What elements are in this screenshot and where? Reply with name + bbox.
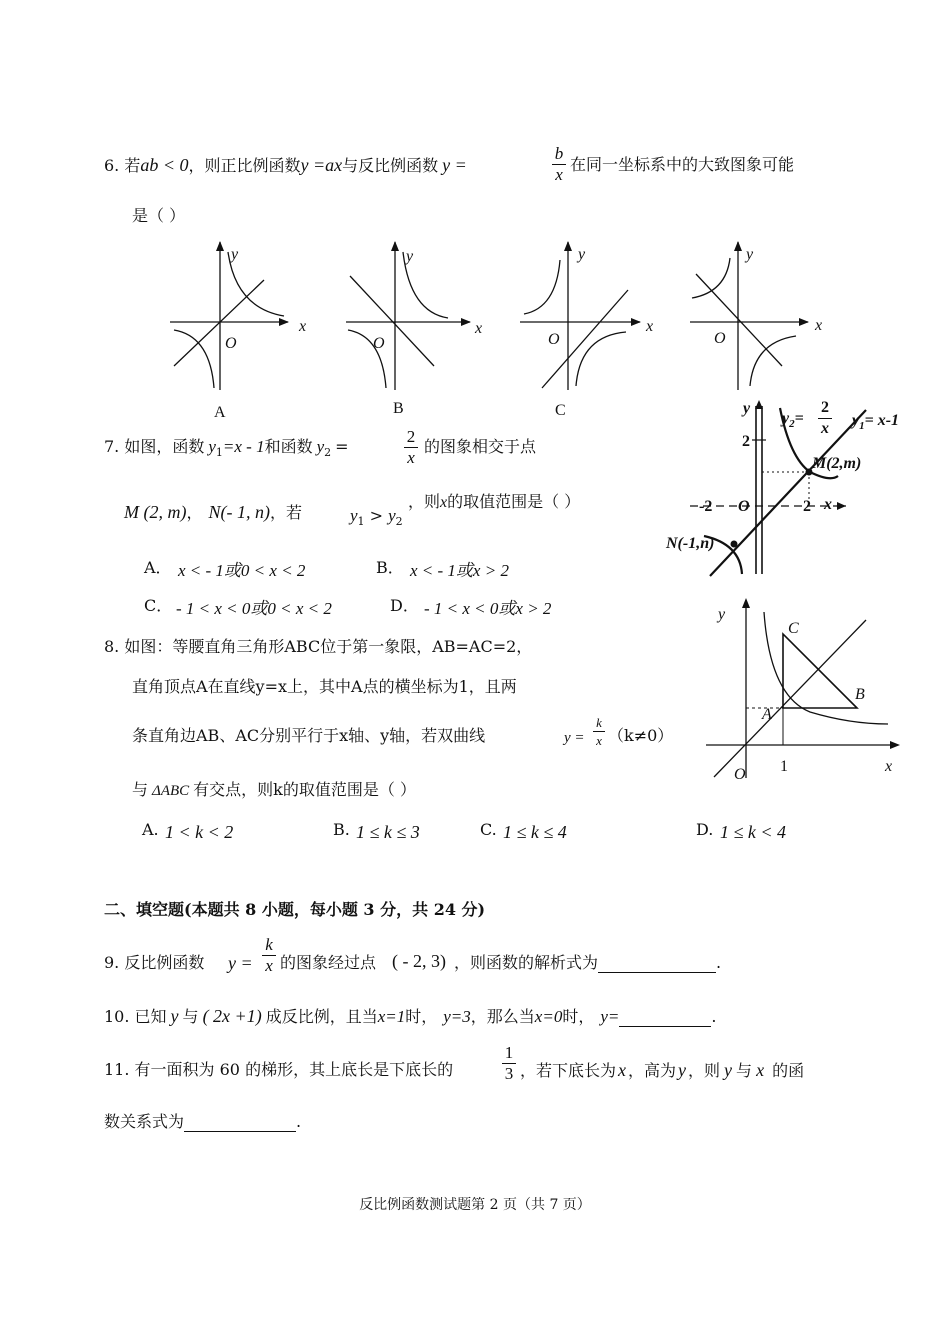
q8-fig-o: O <box>734 766 746 783</box>
q6-b-y: y <box>406 248 414 265</box>
q11-rest <box>520 1060 804 1081</box>
fraction-bar <box>818 418 832 419</box>
q7-line2 <box>124 502 302 523</box>
q8-line4 <box>132 780 416 801</box>
q9-fraction-num: k <box>265 935 273 954</box>
q6-b-o: O <box>373 335 385 352</box>
q10-answer-blank[interactable] <box>619 1010 711 1027</box>
q9-f-left: y = <box>228 953 253 973</box>
q10-d: 时， <box>405 1007 438 1026</box>
q8-line3-b: （k≠0） <box>608 726 674 745</box>
q7-fig-tick-m2: -2 <box>699 498 713 515</box>
q8-hyp-num: k <box>596 715 602 730</box>
q7-fraction-den: x <box>407 448 415 467</box>
q8-option-a-text: 1 < k < 2 <box>165 822 234 842</box>
q7-fig-y1-label <box>852 412 899 432</box>
q8-line4-a: 与 <box>132 780 149 799</box>
q7-cond-s1: 1 <box>357 515 365 529</box>
q11-y: y <box>678 1060 687 1080</box>
q7-ask-var: x <box>440 494 448 511</box>
q11-x: x <box>618 1060 627 1080</box>
q6-a-x: x <box>299 318 307 335</box>
q9-b: 的图象经过点 <box>280 953 377 972</box>
q7-number: 7. 如图，函数 <box>104 437 205 456</box>
q11-a: 11. 有一面积为 60 的梯形，其上底长是下底长的 <box>104 1060 454 1079</box>
q9-fraction-den: x <box>265 956 273 975</box>
q7-option-a-label: A． <box>144 558 172 577</box>
q7-comma: ， <box>186 503 203 522</box>
q9-c-text: ，则函数的解析式为 <box>454 953 599 972</box>
q6-line1 <box>104 155 467 176</box>
q11-line2 <box>104 1112 301 1132</box>
q7-fig-frac-num: 2 <box>821 399 829 416</box>
fraction-bar <box>593 731 605 732</box>
q6-fraction-num: b <box>554 144 564 163</box>
q10-line <box>104 1006 716 1027</box>
q7-cond-y1: y <box>350 506 358 525</box>
q6-c-o: O <box>548 331 560 348</box>
q11-c: ，高为 <box>628 1061 677 1080</box>
q9-a: 9. 反比例函数 <box>104 953 205 972</box>
q11-y2: y <box>724 1060 733 1080</box>
q6-option-a: A <box>214 404 226 421</box>
q9-fraction <box>262 936 276 975</box>
q6-b-x: x <box>475 320 483 337</box>
page-footer: 反比例函数测试题第 2 页（共 7 页） <box>359 1197 591 1213</box>
q7-y1-sub: 1 <box>215 446 223 460</box>
q8-option-d-text: 1 ≤ k < 4 <box>720 822 787 842</box>
q7-fig-y1-rhs: = x-1 <box>864 412 900 429</box>
q7-mid: 和函数 <box>264 437 313 456</box>
q7-fig-fraction <box>818 399 832 438</box>
q6-fraction <box>552 145 566 184</box>
q10-yq: y= <box>600 1007 620 1026</box>
q7-y2-sub: 2 <box>324 446 332 460</box>
q8-option-b-label: B. <box>333 820 350 839</box>
q7-option-b-text: x < - 1或x > 2 <box>410 561 509 580</box>
q7-y2: y <box>316 437 325 456</box>
q11-fraction <box>502 1044 516 1083</box>
q6-c-y: y <box>578 246 586 263</box>
q6-condition: ab < 0 <box>140 155 189 175</box>
q8-option-d-label: D. <box>696 820 714 839</box>
q6-text-b: ，则正比例函数 <box>188 156 301 175</box>
q6-text-c: 与反比例函数 <box>342 156 439 175</box>
q7-line1 <box>104 437 349 463</box>
q8-hyp-den: x <box>596 733 602 748</box>
q7-y2-eq: = <box>335 437 349 456</box>
q11-b: ，若下底长为 <box>520 1061 617 1080</box>
q7-fraction <box>404 428 418 467</box>
q10-x0: x=0 <box>534 1007 563 1026</box>
q8-hyp-left: y = <box>564 730 585 746</box>
q6-c-x: x <box>646 318 654 335</box>
q7-fig-y1: y <box>852 412 860 429</box>
q10-c: 成反比例，且当 <box>265 1007 378 1026</box>
q7-fraction-num: 2 <box>406 427 416 446</box>
q10-end: . <box>711 1007 717 1026</box>
q11-line2-text: 数关系式为 <box>104 1112 185 1131</box>
q8-triangle: ΔABC <box>152 783 190 799</box>
q7-fig-tick-2y: 2 <box>742 433 750 450</box>
q11-x2: x <box>756 1060 765 1080</box>
q6-a-y: y <box>231 246 239 263</box>
q6-d-o: O <box>714 330 726 347</box>
q7-fig-y2: y <box>782 410 790 427</box>
q11-answer-blank[interactable] <box>184 1115 296 1132</box>
q6-option-c: C <box>555 402 566 419</box>
q11-f: 的函 <box>772 1061 805 1080</box>
q7-fig-m: M(2,m) <box>812 455 862 472</box>
section-title: 二、填空题(本题共 8 小题，每小题 3 分，共 24 分) <box>104 900 486 919</box>
q6-direct-function: y =ax <box>300 155 343 175</box>
q7-fig-tick-2x: 2 <box>803 498 811 515</box>
q10-a: 10. 已知 <box>104 1007 167 1026</box>
q10-y: y <box>170 1006 179 1026</box>
q8-fig-x: x <box>885 758 893 775</box>
q6-option-b: B <box>393 400 404 417</box>
q6-inverse-left: y = <box>442 155 467 175</box>
q6-graph-c <box>520 242 640 390</box>
q8-option-c-label: C. <box>480 820 497 839</box>
q6-a-o: O <box>225 335 237 352</box>
q7-fig-o: O <box>738 498 750 515</box>
q9-c <box>454 953 721 973</box>
q10-expr: ( 2x +1) <box>202 1006 262 1026</box>
q7-cond-y2: y <box>388 506 396 525</box>
q7-fig-n: N(-1,n) <box>666 535 715 552</box>
q11-d: ，则 <box>688 1061 721 1080</box>
q11-fraction-den: 3 <box>504 1064 514 1083</box>
q6-line2: 是（ ） <box>132 206 186 225</box>
q8-fig-y: y <box>718 606 726 623</box>
q8-fig-c: C <box>788 620 799 637</box>
q8-option-b-text: 1 ≤ k ≤ 3 <box>356 822 420 842</box>
q8-hyp-fraction <box>593 715 605 748</box>
q10-x1: x=1 <box>377 1007 406 1026</box>
q7-fig-frac-den: x <box>821 420 829 437</box>
q7-option-a <box>144 558 172 578</box>
q6-d-x: x <box>815 317 823 334</box>
q6-d-y: y <box>746 246 754 263</box>
q6-text-d: 在同一坐标系中的大致图象可能 <box>570 155 795 174</box>
q7-ask-text: ，则 <box>408 492 441 511</box>
q7-option-d-label: D． <box>390 596 419 615</box>
q8-figure <box>700 596 910 786</box>
q11-end: . <box>296 1112 302 1131</box>
q6-number: 6. 若 <box>104 156 141 175</box>
q7-point-m: M (2, m) <box>124 502 187 522</box>
q10-f: 时， <box>562 1007 595 1026</box>
q7-ask-text2: 的取值范围是（ ） <box>447 492 581 511</box>
q7-y1: y <box>208 437 216 456</box>
q7-option-b-label: B． <box>376 558 404 577</box>
q8-line3-a: 条直角边AB、AC分别平行于x轴、y轴，若双曲线 <box>132 726 486 745</box>
q10-y3: y=3 <box>443 1007 471 1026</box>
q6-fraction-den: x <box>555 165 563 184</box>
q11-fraction-num: 1 <box>504 1043 514 1062</box>
q7-ask <box>408 492 580 513</box>
q7-condition <box>350 506 403 532</box>
q11-e: 与 <box>736 1061 753 1080</box>
q8-option-a-label: A. <box>142 820 159 839</box>
q10-b: 与 <box>182 1007 199 1026</box>
q8-fig-one: 1 <box>780 758 788 775</box>
q7-cond-s2: 2 <box>395 515 403 529</box>
q7-option-c-text: - 1 < x < 0或0 < x < 2 <box>176 599 332 618</box>
q8-line1: 8. 如图：等腰直角三角形ABC位于第一象限，AB=AC=2， <box>104 637 533 656</box>
q7-fig-y2-label <box>782 410 804 430</box>
q7-if: ，若 <box>270 503 303 522</box>
q7-option-c-label: C． <box>144 596 173 615</box>
q8-line2: 直角顶点A在直线y=x上，其中A点的横坐标为1，且两 <box>132 677 517 696</box>
q6-graph-d <box>690 242 808 390</box>
q7-y1-rhs: =x - 1 <box>222 437 265 456</box>
q9-answer-blank[interactable] <box>598 956 716 973</box>
q8-line4-b: 有交点，则k的取值范围是（ ） <box>193 780 416 799</box>
q7-option-a-text: x < - 1或0 < x < 2 <box>178 561 306 580</box>
q8-fig-b: B <box>855 686 865 703</box>
q7-fig-y2-eq: = <box>794 410 804 427</box>
q7-cond-gt: > <box>364 506 389 525</box>
q7-fig-x: x <box>824 496 832 513</box>
q10-e: ，那么当 <box>470 1007 535 1026</box>
q6-graphs <box>160 238 830 398</box>
q8-fig-a: A <box>762 706 772 723</box>
q7-point-n: N(- 1, n) <box>208 502 270 522</box>
q7-fig-y2-sub: 2 <box>789 418 795 431</box>
q7-fig-y: y <box>743 400 751 417</box>
q7-line1-b: 的图象相交于点 <box>424 437 537 456</box>
q7-option-d-text: - 1 < x < 0或x > 2 <box>424 599 552 618</box>
q8-option-c-text: 1 ≤ k ≤ 4 <box>503 822 567 842</box>
q9-end: . <box>716 953 722 972</box>
q7-fig-y1-sub: 1 <box>859 420 865 433</box>
q6-graph-a <box>170 242 288 390</box>
q9-point: ( - 2, 3) <box>392 951 446 971</box>
